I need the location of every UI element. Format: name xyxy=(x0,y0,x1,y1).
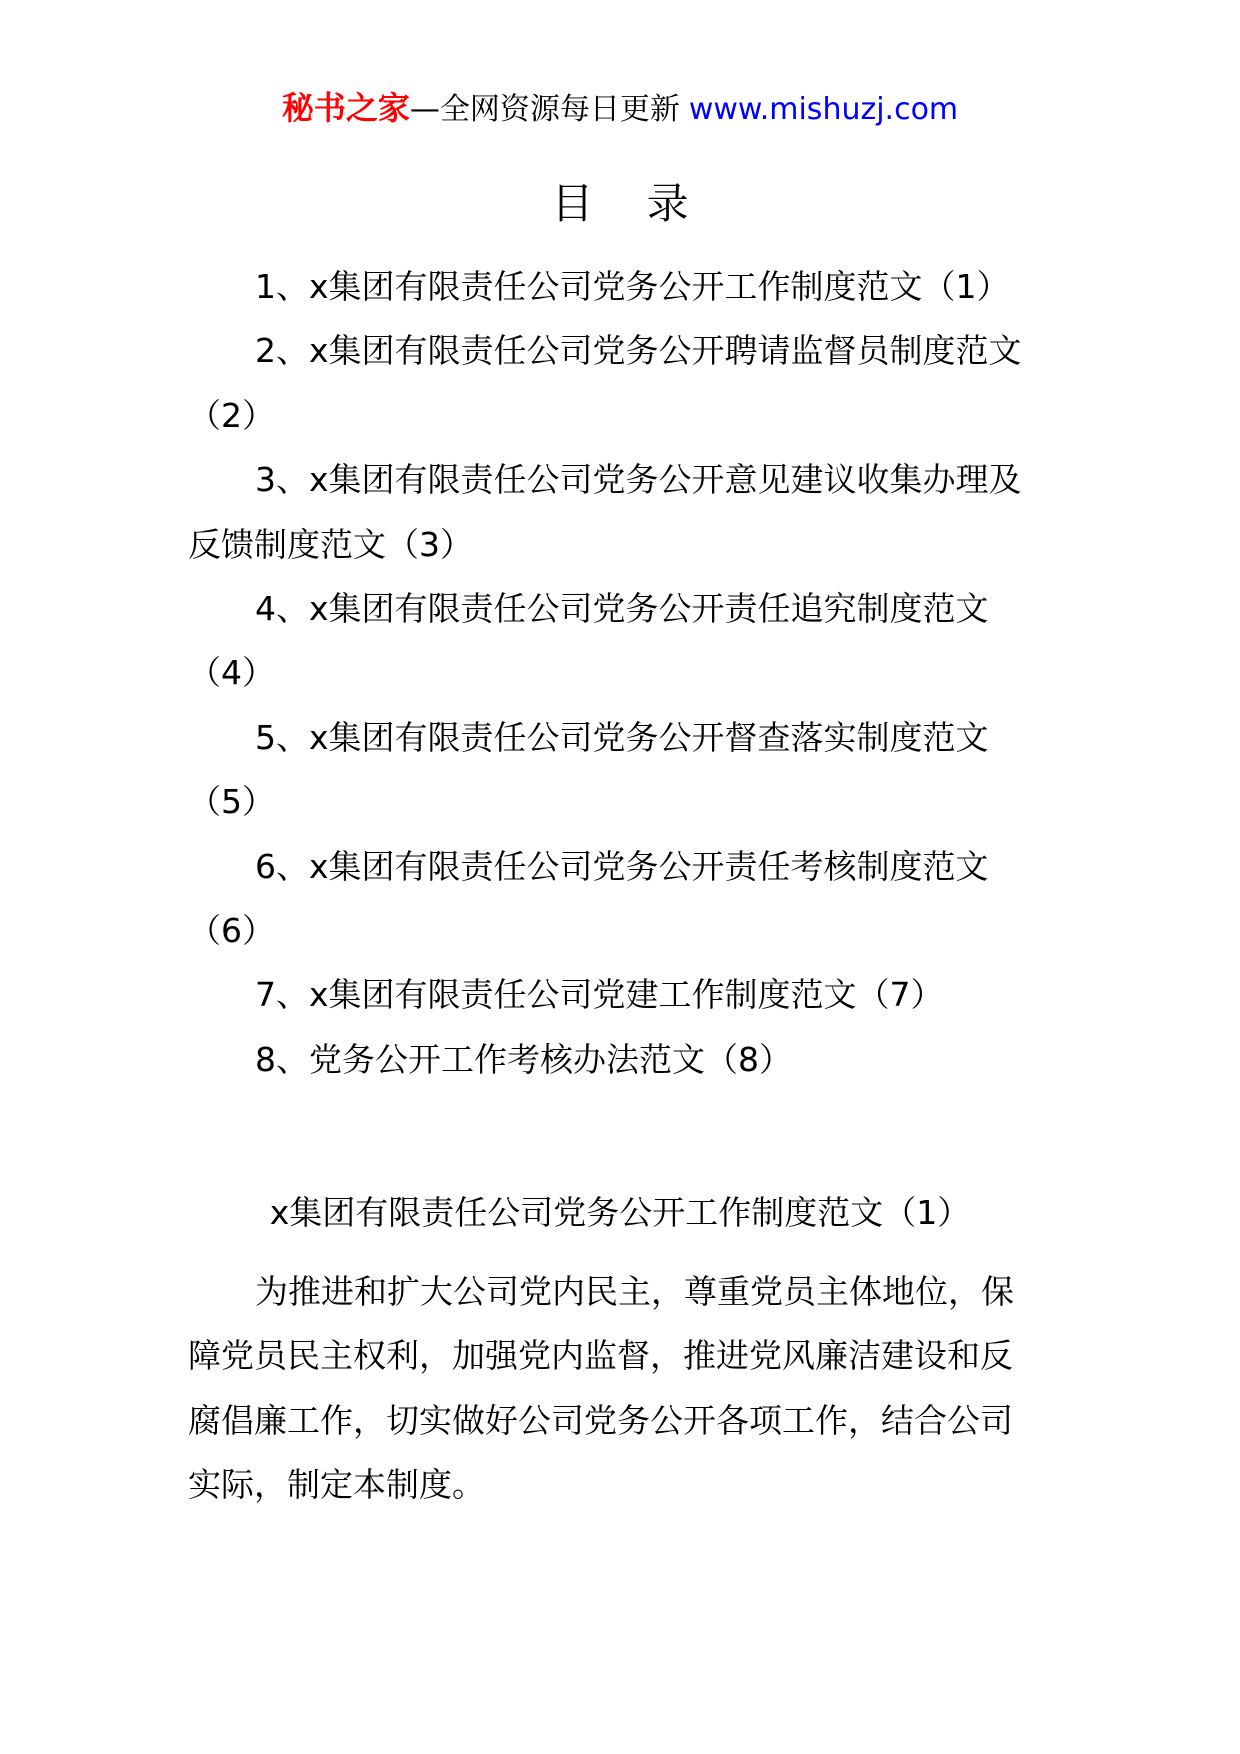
toc-item xyxy=(188,963,1068,1027)
toc-item-line: （4） xyxy=(188,653,275,693)
toc-item xyxy=(188,319,1068,448)
toc-item xyxy=(188,835,1068,964)
toc-item xyxy=(188,577,1068,706)
site-brand: 秘书之家 xyxy=(281,89,410,127)
section-heading: x集团有限责任公司党务公开工作制度范文（1） xyxy=(269,1193,971,1232)
paragraph-line: 为推进和扩大公司党内民主，尊重党员主体地位，保 xyxy=(255,1272,1014,1311)
toc-item-line: （6） xyxy=(188,910,275,950)
site-header xyxy=(0,88,1240,128)
toc-item-line: 1、x集团有限责任公司党务公开工作制度范文（1） xyxy=(255,267,1010,306)
toc-item-line: （2） xyxy=(188,395,275,435)
toc-item-line: 5、x集团有限责任公司党务公开督查落实制度范文 xyxy=(255,717,989,757)
toc-item-line: 反馈制度范文（3） xyxy=(188,524,473,564)
toc-item-line: 7、x集团有限责任公司党建工作制度范文（7） xyxy=(255,975,944,1015)
toc-item xyxy=(188,706,1068,835)
site-url: www.mishuzj.com xyxy=(688,92,959,127)
toc-item-line: （5） xyxy=(188,782,275,822)
site-tagline: —全网资源每日更新 xyxy=(409,92,680,127)
toc-item xyxy=(188,255,1068,319)
body-paragraph xyxy=(188,1260,1068,1518)
paragraph-line: 障党员民主权利，加强党内监督，推进党风廉洁建设和反 xyxy=(188,1336,1013,1376)
toc-item-line: 4、x集团有限责任公司党务公开责任追究制度范文 xyxy=(255,588,989,628)
toc-title: 目 录 xyxy=(551,179,689,228)
toc-item-line: 8、党务公开工作考核办法范文（8） xyxy=(255,1039,792,1079)
table-of-contents xyxy=(188,255,1068,1092)
toc-item-line: 3、x集团有限责任公司党务公开意见建议收集办理及 xyxy=(255,460,1022,500)
paragraph-line: 实际，制定本制度。 xyxy=(188,1465,485,1505)
toc-item-line: 6、x集团有限责任公司党务公开责任考核制度范文 xyxy=(255,846,989,886)
toc-item xyxy=(188,1028,1068,1092)
toc-item-line: 2、x集团有限责任公司党务公开聘请监督员制度范文 xyxy=(255,331,1022,371)
toc-item xyxy=(188,448,1068,577)
paragraph-line: 腐倡廉工作，切实做好公司党务公开各项工作，结合公司 xyxy=(188,1400,1013,1440)
